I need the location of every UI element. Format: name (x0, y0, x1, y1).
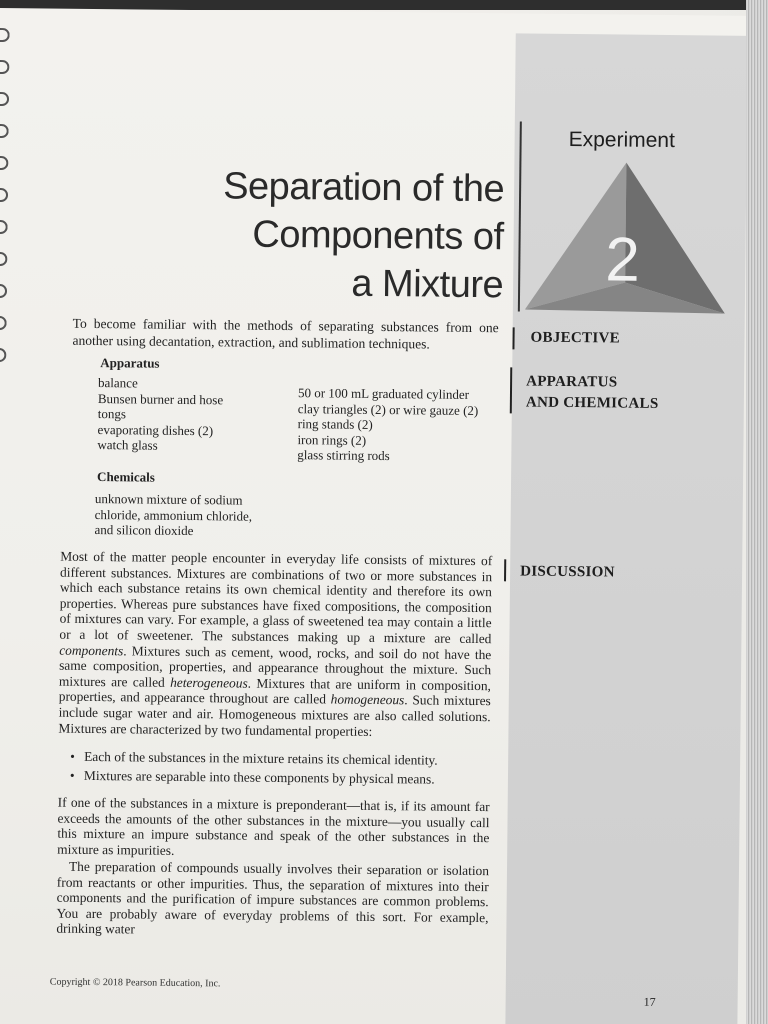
apparatus-heading-line-2: AND CHEMICALS (525, 394, 659, 412)
discussion-paragraph-3: The preparation of compounds usually involves their separation or isolation from reactants or other impurities. Thus, the separation of mixtures into their components and the purification of impure substances are common problems. You are probably aware of everyday problems of this sort. For example, drinking water (56, 858, 490, 937)
copyright-notice: Copyright © 2018 Pearson Education, Inc. (49, 976, 221, 990)
experiment-number: 2 (605, 225, 641, 295)
apparatus-item: tongs (97, 406, 127, 422)
term-homogeneous: homogeneous (330, 691, 405, 708)
objective-rule (512, 327, 514, 349)
apparatus-item: evaporating dishes (2) (97, 421, 214, 438)
list-item: • Each of the substances in the mixture retains its chemical identity. (70, 747, 480, 770)
apparatus-item: 50 or 100 mL graduated cylinder (297, 385, 470, 402)
binding-holes (0, 28, 12, 388)
term-heterogeneous: heterogeneous (170, 674, 248, 691)
discussion-text: . Such mixtures include sugar water and air. Homogeneous mixtures are also called solutions. Mixtures are characterized by two fundamental properties: (58, 692, 491, 739)
term-components: components (59, 642, 124, 658)
discussion-paragraph-1 (58, 549, 492, 741)
properties-list (70, 747, 480, 789)
discussion-text: Most of the matter people encounter in everyday life consists of mixtures of different substances. Mixtures are combinations of two or more substances in which each substance retains its own chemical identity and therefore its own properties. Whereas pure substances have fixed compositions, the composition of mixtures can vary. For example, a glass of sweetened tea may contain a little or a lot of sweetener. The substances making up a mixture are called (59, 548, 493, 647)
apparatus-list-left (97, 375, 223, 454)
objective-heading: OBJECTIVE (530, 329, 621, 347)
apparatus-list-right (297, 385, 478, 464)
page-number: 17 (643, 994, 656, 1009)
apparatus-item: ring stands (2) (297, 416, 373, 432)
chemical-item: unknown mixture of sodium (94, 491, 243, 508)
title-line-1: Separation of the (222, 165, 505, 211)
discussion-text: . Mixtures that are uniform in composition, properties, and appearance throughout are called (58, 675, 492, 707)
apparatus-item: balance (98, 375, 138, 391)
apparatus-heading (526, 372, 659, 415)
apparatus-item: Bunsen burner and hose (97, 390, 224, 407)
list-item: • Mixtures are separable into these components by physical means. (70, 766, 480, 789)
chemicals-list (94, 491, 252, 539)
discussion-paragraph-2: If one of the substances in a mixture is preponderant—that is, if its amount far exceeds the amounts of the other substances in the mixture—you usually call this mixture an impure substance and speak of the other substances in the mixture as impurities. (57, 794, 490, 858)
discussion-rule (504, 559, 506, 581)
page-edges (746, 0, 768, 1024)
page (0, 8, 748, 1024)
title-line-2: Components of (252, 213, 504, 259)
chemical-item: chloride, ammonium chloride, (94, 506, 253, 524)
chemicals-subheading: Chemicals (97, 469, 155, 485)
chemical-item: and silicon dioxide (94, 522, 194, 539)
apparatus-heading-line-1: APPARATUS (526, 373, 618, 391)
apparatus-item: iron rings (2) (297, 431, 367, 448)
discussion-heading: DISCUSSION (520, 563, 615, 581)
apparatus-subheading: Apparatus (100, 355, 160, 371)
apparatus-item: clay triangles (2) or wire gauze (2) (297, 400, 479, 418)
objective-text: To become familiar with the methods of separating substances from one another using decantation, extraction, and sublimation techniques. (72, 315, 499, 352)
page-title (147, 162, 504, 310)
title-line-3: a Mixture (351, 262, 504, 307)
apparatus-item: watch glass (97, 437, 158, 453)
discussion-text: . Mixtures such as cement, wood, rocks, and soil do not have the same composition, properties, and appearance throughout the mixture. Such mixtures are called (58, 642, 492, 690)
experiment-label: Experiment (568, 127, 675, 153)
apparatus-item: glass stirring rods (297, 447, 390, 464)
